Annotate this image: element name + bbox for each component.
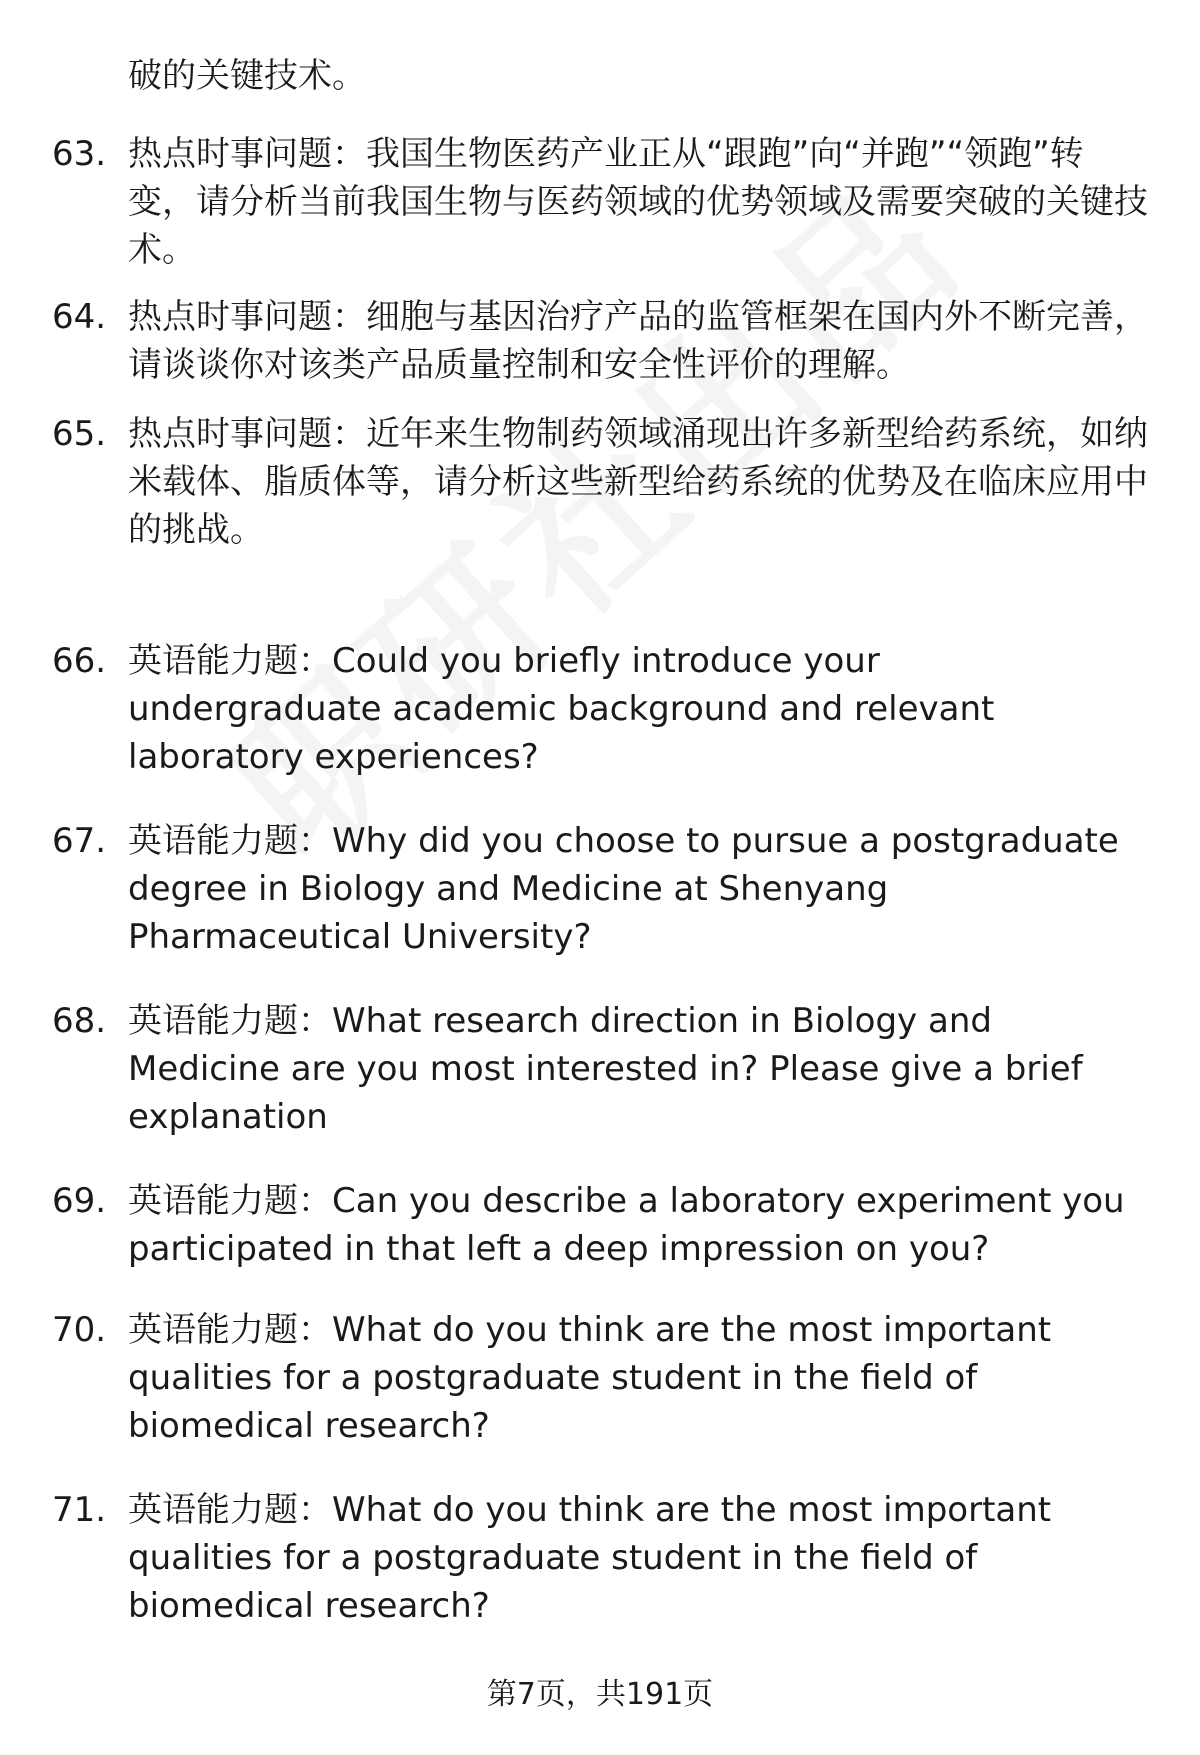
item-number: 64. (52, 297, 107, 337)
item-text: 热点时事问题：细胞与基因治疗产品的监管框架在国内外不断完善，请谈谈你对该类产品质量控制和安全性评价的理解。 (128, 297, 1148, 385)
item-text: 英语能力题：What do you think are the most important qualities for a postgraduate student in the field of biomedical research? (128, 1490, 1052, 1626)
item-text: 英语能力题：What do you think are the most important qualities for a postgraduate student in the field of biomedical research? (128, 1310, 1052, 1446)
item-text: 热点时事问题：我国生物医药产业正从“跟跑”向“并跑”“领跑”转变，请分析当前我国生物与医药领域的优势领域及需要突破的关键技术。 (128, 134, 1148, 270)
item-number: 65. (52, 414, 107, 454)
item-text: 英语能力题：Can you describe a laboratory experiment you participated in that left a deep impression on you? (128, 1181, 1125, 1269)
page-footer: 第7页，共191页 (486, 1677, 714, 1712)
item-number: 67. (52, 821, 107, 861)
continuation-text: 破的关键技术。 (128, 56, 366, 96)
item-number: 66. (52, 641, 107, 681)
item-number: 70. (52, 1310, 107, 1350)
item-number: 68. (52, 1001, 107, 1041)
item-number: 69. (52, 1181, 107, 1221)
item-text: 英语能力题：What research direction in Biology and Medicine are you most interested in? Please give a brief explanation (128, 1001, 1083, 1137)
item-text: 英语能力题：Why did you choose to pursue a postgraduate degree in Biology and Medicine at Shenyang Pharmaceutical University? (128, 821, 1119, 957)
item-text: 英语能力题：Could you briefly introduce your undergraduate academic background and relevant laboratory experiences? (128, 641, 995, 777)
item-number: 71. (52, 1490, 107, 1530)
item-text: 热点时事问题：近年来生物制药领域涌现出许多新型给药系统，如纳米载体、脂质体等，请分析这些新型给药系统的优势及在临床应用中的挑战。 (128, 414, 1148, 550)
item-number: 63. (52, 134, 107, 174)
